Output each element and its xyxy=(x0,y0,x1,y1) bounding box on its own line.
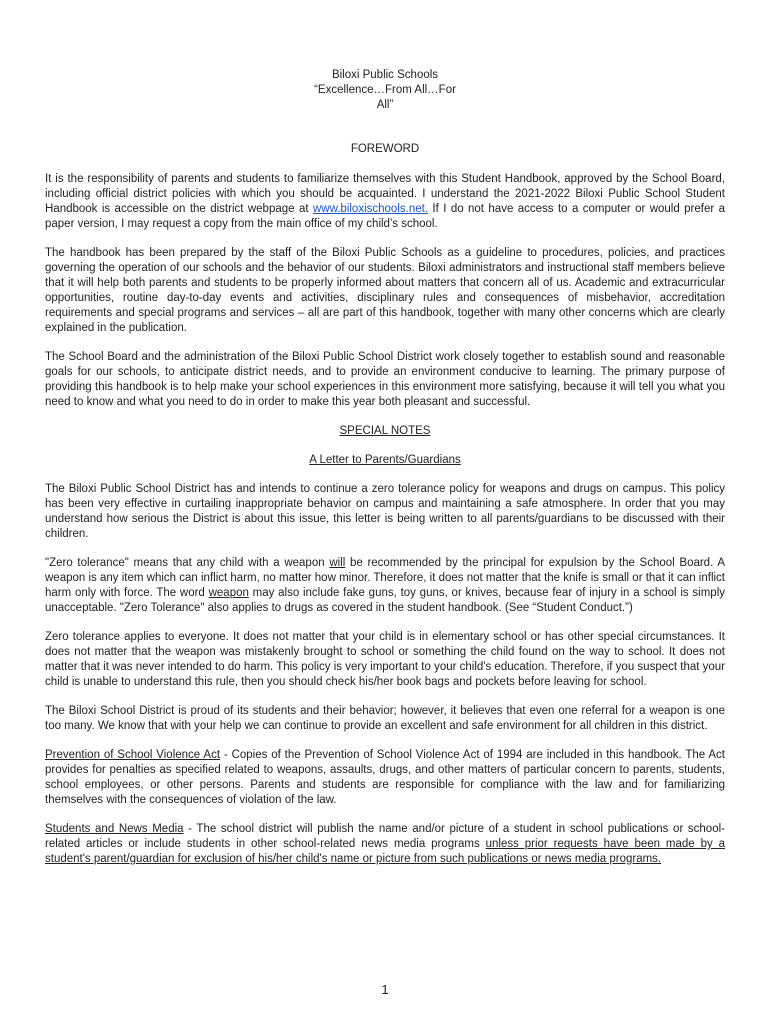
special-notes-heading: SPECIAL NOTES xyxy=(339,425,431,437)
motto-line-2: All” xyxy=(376,99,394,111)
letter-paragraph-1: The Biloxi Public School District has and intends to continue a zero tolerance policy for weapons and drugs on campus. This policy has been very effective in curtailing inappropriate behavior on campus and maintaining a safe atmosphere. In order that you may understand how serious the District is about this issue, this letter is being written to all parents/guardians to be discussed with their children. xyxy=(45,483,725,540)
news-media-title: Students and News Media xyxy=(45,823,184,835)
letter-paragraph-2: "Zero tolerance" means that any child with a weapon will be recommended by the principal for expulsion by the School Board. A weapon is any item which can inflict harm, no matter how minor. Therefore, it does not matter that the knife is small or that it can inflict harm only with force. The word weapon may also include fake guns, toy guns, or knives, because fear of injury in a school is simply unacceptable. "Zero Tolerance" also applies to drugs as covered in the student handbook. (See “Student Conduct.”) xyxy=(45,557,725,614)
foreword-section xyxy=(45,172,725,881)
violence-act-paragraph: Prevention of School Violence Act - Copies of the Prevention of School Violence Act of 1994 are included in this handbook. The Act provides for penalties as specified related to weapons, assaults, drugs, and other matters of particular concern to parents, students, school employees, or other persons. Parents and students are responsible for compliance with the law and for familiarizing themselves with the consequences of violation of the law. xyxy=(45,749,725,806)
letter-paragraph-4: The Biloxi School District is proud of its students and their behavior; however, it believes that even one referral for a weapon is one too many. We know that with your help we can continue to provide an excellent and safe environment for all children in this district. xyxy=(45,705,725,732)
page-number: 1 xyxy=(381,982,389,997)
document-header xyxy=(0,68,770,113)
foreword-heading: FOREWORD xyxy=(350,143,420,155)
motto-line-1: “Excellence…From All…For xyxy=(314,84,456,96)
district-name: Biloxi Public Schools xyxy=(331,69,439,81)
foreword-paragraph-3: The School Board and the administration of the Biloxi Public School District work closely together to establish sound and reasonable goals for our schools, to anticipate district needs, and to provide an environment conducive to learning. The primary purpose of providing this handbook is to help make your school experiences in this environment more satisfying, because it will tell you what you need to know and what you need to do in order to make this year both pleasant and successful. xyxy=(45,351,725,408)
foreword-paragraph-2: The handbook has been prepared by the staff of the Biloxi Public Schools as a guideline to procedures, policies, and practices governing the operation of our schools and the behavior of our students. Biloxi administrators and instructional staff members believe that it will help both parents and students to be properly informed about matters that concern all of us. Academic and extracurricular opportunities, routine day-to-day events and activities, disciplinary rules and consequences of misbehavior, accreditation requirements and special programs and services – all are part of this handbook, together with many other concerns which are clearly explained in the publication. xyxy=(45,247,725,334)
violence-act-title: Prevention of School Violence Act xyxy=(45,749,221,761)
foreword-paragraph-1: It is the responsibility of parents and students to familiarize themselves with this Student Handbook, approved by the School Board, including official district policies with which you should be acquainted. I understand the 2021-2022 Biloxi Public School Student Handbook is accessible on the district webpage at www.biloxischools.net. If I do not have access to a computer or would prefer a paper version, I may request a copy from the main office of my child’s school. xyxy=(45,173,726,230)
letter-paragraph-3: Zero tolerance applies to everyone. It does not matter that your child is in elementary school or has other special circumstances. It does not matter that the weapon was mistakenly brought to school or something the child found on the way to school. It does not matter that it was never intended to do harm. This policy is very important to your child's education. Therefore, if you suspect that your child is unable to understand this rule, then you should check his/her book bags and pockets before leaving for school. xyxy=(45,631,725,688)
news-media-paragraph: Students and News Media - The school district will publish the name and/or picture of a student in school publications or school-related articles or include students in other school-related news media programs unless prior requests have been made by a student's parent/guardian for exclusion of his/her child's name or picture from such publications or news media programs. xyxy=(45,823,725,865)
letter-heading: A Letter to Parents/Guardians xyxy=(309,454,461,466)
district-website-link[interactable]: www.biloxischools.net. xyxy=(312,203,429,215)
